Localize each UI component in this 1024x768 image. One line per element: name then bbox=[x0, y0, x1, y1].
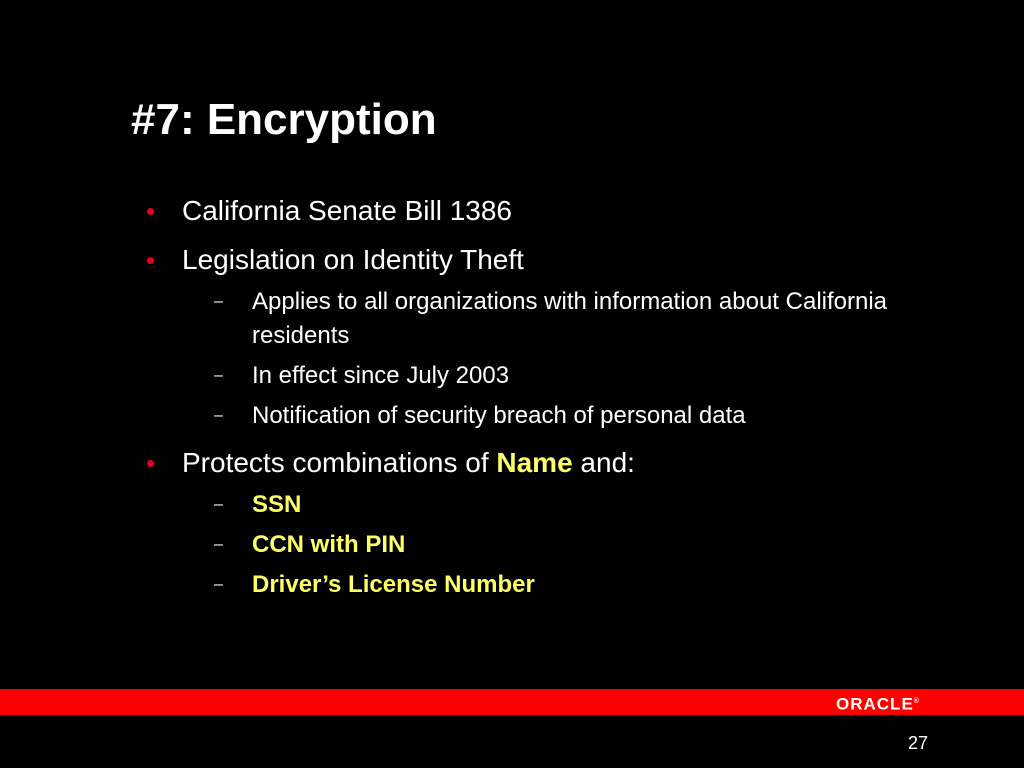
sub-bullet-text: Applies to all organizations with information about California residents bbox=[252, 288, 888, 349]
bullet-icon: • bbox=[146, 448, 156, 478]
highlight-name: Name bbox=[496, 447, 573, 478]
sub-bullet-item bbox=[146, 568, 906, 602]
sub-bullet-text: In effect since July 2003 bbox=[252, 362, 510, 389]
bullet-text: California Senate Bill 1386 bbox=[182, 195, 512, 226]
bullet-list bbox=[146, 192, 906, 602]
dash-icon: – bbox=[214, 536, 223, 553]
bullet-item bbox=[146, 444, 906, 482]
dash-icon: – bbox=[214, 576, 223, 593]
sub-bullet-text: CCN with PIN bbox=[252, 531, 406, 558]
bullet-text: Legislation on Identity Theft bbox=[182, 244, 524, 275]
bullet-icon: • bbox=[146, 196, 156, 226]
logo-text: ORACLE bbox=[836, 694, 914, 714]
bullet-icon: • bbox=[146, 245, 156, 275]
sub-bullet-text: Notification of security breach of personal data bbox=[252, 402, 746, 429]
sub-bullet-item bbox=[146, 285, 906, 353]
page-number: 27 bbox=[908, 733, 929, 753]
bullet-text-before: Protects combinations of bbox=[182, 447, 497, 478]
sub-bullet-item bbox=[146, 528, 906, 562]
bullet-item bbox=[146, 241, 906, 279]
sub-bullet-text: Driver’s License Number bbox=[252, 571, 535, 598]
slide-title: #7: Encryption bbox=[131, 95, 437, 144]
dash-icon: – bbox=[214, 407, 223, 424]
dash-icon: – bbox=[214, 293, 223, 310]
bullet-item bbox=[146, 192, 906, 230]
oracle-logo bbox=[836, 691, 919, 716]
sub-bullet-item bbox=[146, 399, 906, 433]
sub-bullet-text: SSN bbox=[252, 491, 302, 518]
registered-mark: ® bbox=[913, 698, 919, 705]
dash-icon: – bbox=[214, 496, 223, 513]
dash-icon: – bbox=[214, 367, 223, 384]
sub-bullet-item bbox=[146, 359, 906, 393]
bullet-text-after: and: bbox=[572, 447, 635, 478]
sub-bullet-item bbox=[146, 488, 906, 522]
